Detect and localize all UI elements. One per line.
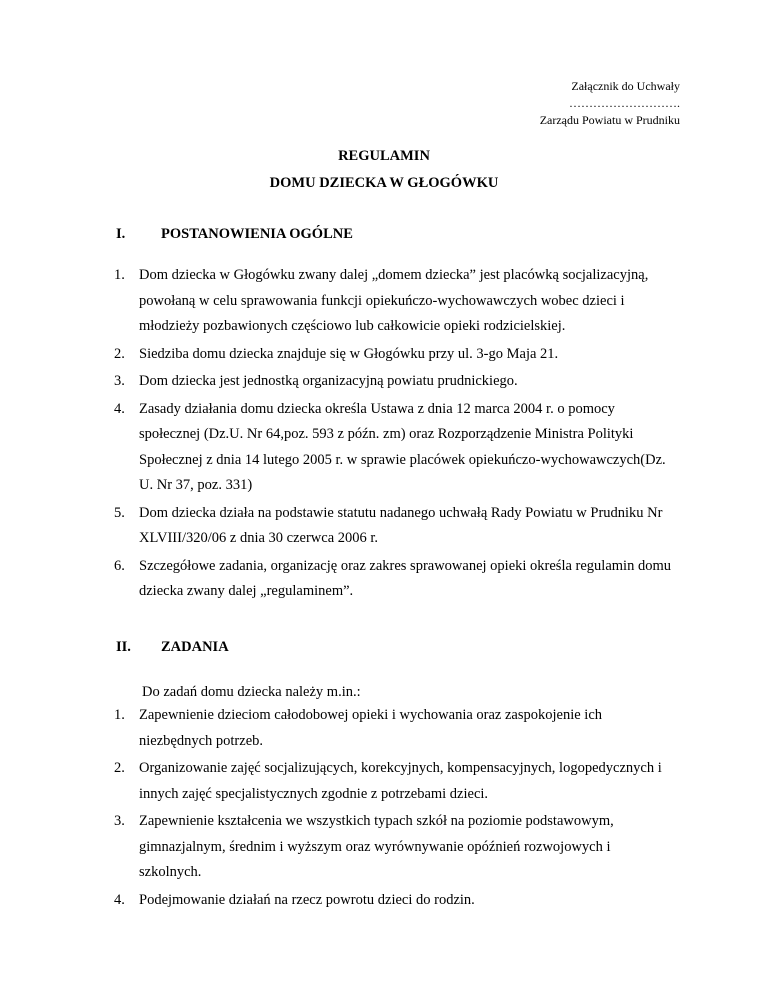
item-number: 2. (114, 345, 125, 362)
list-item (114, 756, 674, 807)
item-text: Podejmowanie działań na rzecz powrotu dzieci do rodzin. (139, 891, 475, 908)
item-number: 4. (114, 891, 125, 908)
section-1-list (114, 263, 674, 607)
list-item (114, 809, 674, 886)
list-item (114, 703, 674, 754)
annex-note (540, 78, 680, 129)
document-subtitle: DOMU DZIECKA W GŁOGÓWKU (269, 175, 499, 191)
item-text: Zapewnienie dzieciom całodobowej opieki i wychowania oraz zaspokojenie ich niezbędnych potrzeb. (139, 707, 603, 749)
list-item (114, 397, 674, 499)
item-text: Zapewnienie kształcenia we wszystkich typach szkół na poziomie podstawowym, gimnazjalnym, średnim i wyższym oraz wyrównywanie opóźnień rozwojowych i szkolnych. (139, 813, 614, 880)
item-text: Zasady działania domu dziecka określa Ustawa z dnia 12 marca 2004 r. o pomocy społecznej (Dz.U. Nr 64,poz. 593 z późn. zm) oraz Rozporządzenie Ministra Polityki Społecznej z dnia 14 lutego 2005 r. w sprawie placówek opiekuńczo-wychowawczych(Dz. U. Nr 37, poz. 331) (139, 400, 666, 493)
document-title: REGULAMIN (338, 148, 430, 164)
item-number: 3. (114, 373, 125, 389)
section-2-intro: Do zadań domu dziecka należy m.in.: (142, 684, 361, 700)
item-text: Dom dziecka w Głogówku zwany dalej „domem dziecka” jest placówką socjalizacyjną, powołaną w celu sprawowania funkcji opiekuńczo-wychowawczych wobec dzieci i młodzieży pozbawionych częściowo lub całkowicie opieki rodzicielskiej. (139, 267, 649, 334)
list-item (114, 888, 674, 914)
section-1-title: POSTANOWIENIA OGÓLNE (161, 226, 353, 242)
list-item (114, 501, 674, 552)
annex-line-2: ………………………. (569, 96, 680, 110)
annex-line-3: Zarządu Powiatu w Prudniku (539, 113, 680, 127)
section-2-title: ZADANIA (161, 639, 229, 655)
item-number: 2. (114, 760, 125, 776)
section-1-number: I. (116, 226, 126, 242)
annex-line-1: Załącznik do Uchwały (571, 79, 680, 93)
list-item (114, 554, 674, 605)
list-item (114, 369, 674, 395)
list-item (114, 342, 674, 368)
item-number: 5. (114, 504, 125, 521)
item-number: 1. (114, 707, 125, 723)
item-number: 6. (114, 557, 125, 574)
item-text: Siedziba domu dziecka znajduje się w Głogówku przy ul. 3-go Maja 21. (139, 345, 559, 362)
section-2-list (114, 703, 674, 915)
item-number: 4. (114, 400, 125, 417)
item-text: Szczegółowe zadania, organizację oraz zakres sprawowanej opieki określa regulamin domu dziecka zwany dalej „regulaminem”. (139, 557, 671, 599)
item-number: 1. (114, 267, 125, 283)
item-text: Dom dziecka działa na podstawie statutu nadanego uchwałą Rady Powiatu w Prudniku Nr XLVIII/320/06 z dnia 30 czerwca 2006 r. (139, 504, 663, 546)
item-text: Dom dziecka jest jednostką organizacyjną powiatu prudnickiego. (139, 373, 518, 389)
section-2-number: II. (116, 639, 131, 655)
item-number: 3. (114, 813, 125, 829)
item-text: Organizowanie zajęć socjalizujących, korekcyjnych, kompensacyjnych, logopedycznych i innych zajęć specjalistycznych zgodnie z potrzebami dzieci. (139, 760, 662, 802)
list-item (114, 263, 674, 340)
